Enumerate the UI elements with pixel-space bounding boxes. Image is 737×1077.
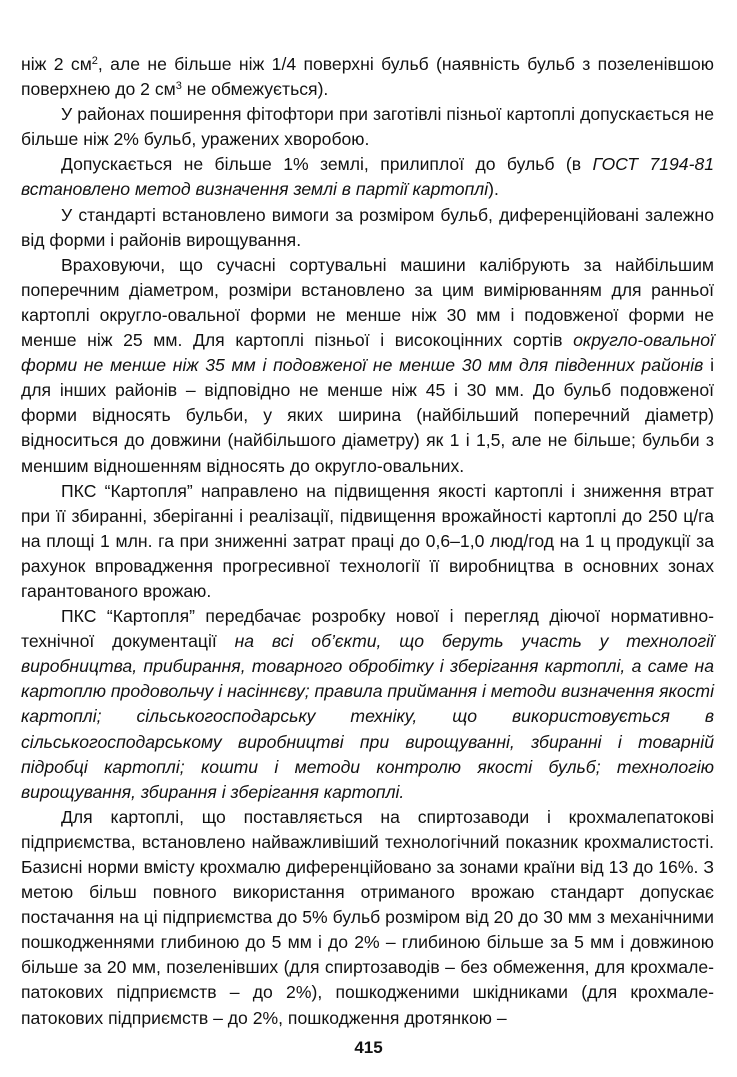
paragraph-2: У районах поширення фітофтори при заготівлі пізньої картоплі допускається не більше ніж 2% бульб, уражених хворобою. xyxy=(21,104,714,150)
paragraph-1: ніж 2 $см^2$, але не більше ніж 1/4 поверхні бульб (наявність бульб з позеленівшою поверхнею до 2 $см^3$ не обмежується). xyxy=(21,54,714,100)
paragraph-8: Для картоплі, що поставляється на спиртозаводи і крохмалепатокові підприємства, встановлено найважливіший технологічний показник крохмалистості. Базисні норми вмісту крохмалю диференційовано за зонами країни від 13 до 16%. З метою більш повного використання отриманого врожаю стандарт допускає постачання на ці підприємства до 5% бульб розміром від 20 до 30 мм з механічними пошкодженнями глибиною до 5 мм і до 2% – глибиною більше за 5 мм і довжиною більше за 20 мм, позеленівших (для спиртозаводів – без обмеження, для крохмале-патокових підприємств – до 2%), пошкодженими шкідниками (для крохмале-патокових підприємств – до 2%, пошкодження дротянкою – xyxy=(21,806,714,1028)
paragraph-5: Враховуючи, що сучасні сортувальні машини калібрують за найбільшим поперечним діаметром, розміри встановлено за цим вимірюванням для ранньої картоплі округло-овальної форми не менше ніж 30 мм і подовженої форми не менше ніж 25 мм. Для картоплі пізньої і високоцінних сортів округло-овальної форми не менше ніж 35 мм і подовженої не менше 30 мм для південних районів і для інших районів – відповідно не менше ніж 45 і 30 мм. До бульб подовженої форми відносять бульби, у яких ширина (найбільший поперечний діаметр) відноситься до довжини (найбільшого діаметру) як 1 і 1,5, але не більше; бульби з меншим відношенням відносять до округло-овальних. xyxy=(21,254,715,476)
paragraph-7: ПКС “Картопля” передбачає розробку нової і перегляд діючої нормативно-технічної документації на всі об’єкти, що беруть участь у технології виробництва, прибирання, товарного обробітку і зберігання картоплі, а саме на картоплю продовольчу і насіннєву; правила приймання і методи визначення якості картоплі; сільськогосподарську техніку, що використовується в сільськогосподарському виробництві при вирощуванні, збиранні і товарній підробці картоплі; кошти і методи контролю якості бульб; технологію вирощування, збирання і зберігання картоплі. xyxy=(21,606,714,802)
paragraph-3: Допускається не більше 1% землі, прилиплої до бульб (в ГОСТ 7194-81 встановлено метод визначення землі в партії картоплі). xyxy=(21,154,715,200)
paragraph-4: У стандарті встановлено вимоги за розміром бульб, диференційовані залежно від форми і районів вирощування. xyxy=(21,204,714,250)
paragraph-6: ПКС “Картопля” направлено на підвищення якості картоплі і зниження втрат при її збиранні, зберіганні і реалізації, підвищення врожайності картоплі до 250 ц/га на площі 1 млн. га при зниженні затрат праці до 0,6–1,0 люд/год на 1 ц продукції за рахунок впровадження прогресивної технології її виробництва в основних зонах гарантованого врожаю. xyxy=(21,480,714,601)
page-number: 415 xyxy=(354,1038,383,1057)
page-body xyxy=(21,52,714,1031)
